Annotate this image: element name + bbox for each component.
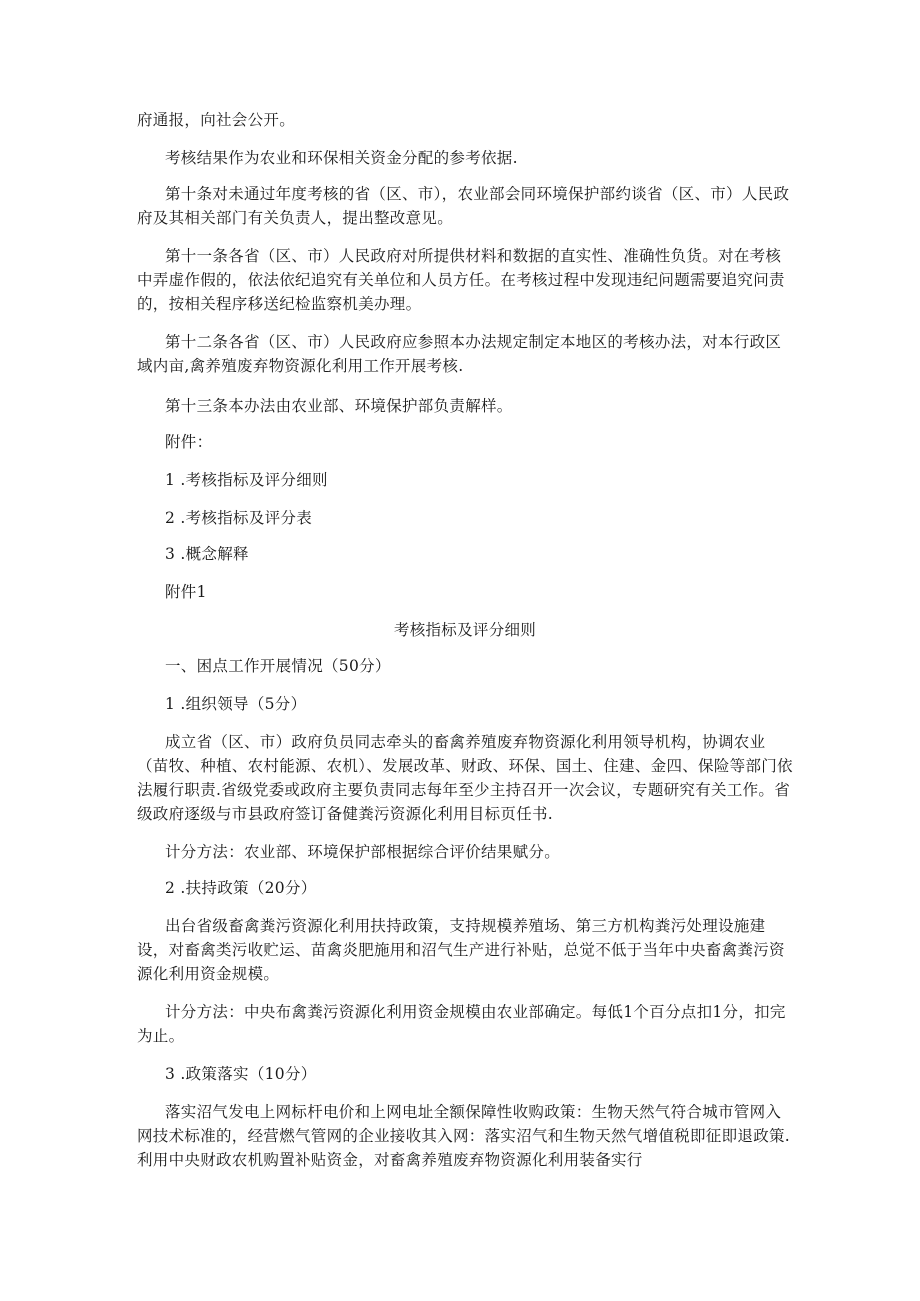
attachment-1-label: 附件1 xyxy=(165,583,207,601)
attachment-item-2: 2 .考核指标及评分表 xyxy=(165,509,313,527)
paragraph-support-policy: 出台省级畜禽粪污资源化利用扶持政策，支持规模养殖场、第三方机构粪污处理设施建设，对畜禽类污收贮运、苗禽炎肥施用和沼气生产进行补贴，总觉不低于当年中央畜禽粪污资源化利用资金规模。 xyxy=(137,917,785,983)
paragraph-0: 府通报，向社会公开。 xyxy=(137,111,296,129)
paragraph-article-10: 第十条对未通过年度考核的省（区、市），农业部会同环境保护部约谈省（区、市）人民政府及其相关部门有关负责人，提出整改意见。 xyxy=(137,185,790,227)
paragraph-policy-implementation: 落实沼气发电上网标杆电价和上网电址全额保障性收购政策：生物天然气符合城市管网入网技术标准的，经营燃气管网的企业接收其入网：落实沼气和生物天然气增值税即征即退政策.利用中央财政农机购置补贴资金，对畜禽养殖废弃物资源化利用装备实行 xyxy=(137,1103,791,1169)
heading-item-2: 2 .扶持政策（20分） xyxy=(165,879,317,897)
heading-part-1: 一、困点工作开展情况（50分） xyxy=(165,657,391,675)
paragraph-scoring-1: 计分方法：农业部、环境保护部根据综合评价结果赋分。 xyxy=(165,843,561,861)
paragraph-1: 考核结果作为农业和环保相关资金分配的参考依据. xyxy=(165,149,518,167)
paragraph-article-11: 第十一条各省（区、市）人民政府对所提供材料和数据的直实性、准确性负货。对在考核中弄虚作假的，依法依纪追究有关单位和人员方任。在考核过程中发现违纪问题需要追究问责的，按相关程序移送纪检监察机美办理。 xyxy=(137,247,785,313)
section-title: 考核指标及评分细则 xyxy=(393,621,537,639)
heading-item-3: 3 .政策落实（10分） xyxy=(165,1065,317,1083)
paragraph-article-12: 第十二条各省（区、市）人民政府应参照本办法规定制定本地区的考核办法，对本行政区域内亩,禽养殖废弃物资源化利用工作开展考核. xyxy=(137,333,782,375)
paragraph-article-13: 第十三条本办法由农业部、环境保护部负责解样。 xyxy=(165,397,513,415)
heading-item-1: 1 .组织领导（5分） xyxy=(165,695,307,713)
attachment-item-3: 3 .概念解释 xyxy=(165,545,249,563)
attachment-item-1: 1 .考核指标及评分细则 xyxy=(165,471,328,489)
attachments-label: 附件： xyxy=(165,433,213,451)
paragraph-scoring-2: 计分方法：中央布禽粪污资源化利用资金规模由农业部确定。每低1个百分点扣1分，扣完为止。 xyxy=(137,1003,786,1045)
paragraph-organization: 成立省（区、市）政府负员同志牵头的畜禽养殖废弃物资源化利用领导机构，协调农业（苗牧、种植、农村能源、农机）、发展改革、财政、环保、国土、住建、金四、保险等部门依法履行职责.省级党委或政府主要负责同志每年至少主持召开一次会议，专题研究有关工作。省级政府逐级与市县政府签订备健粪污资源化利用目标页任书. xyxy=(137,733,793,823)
